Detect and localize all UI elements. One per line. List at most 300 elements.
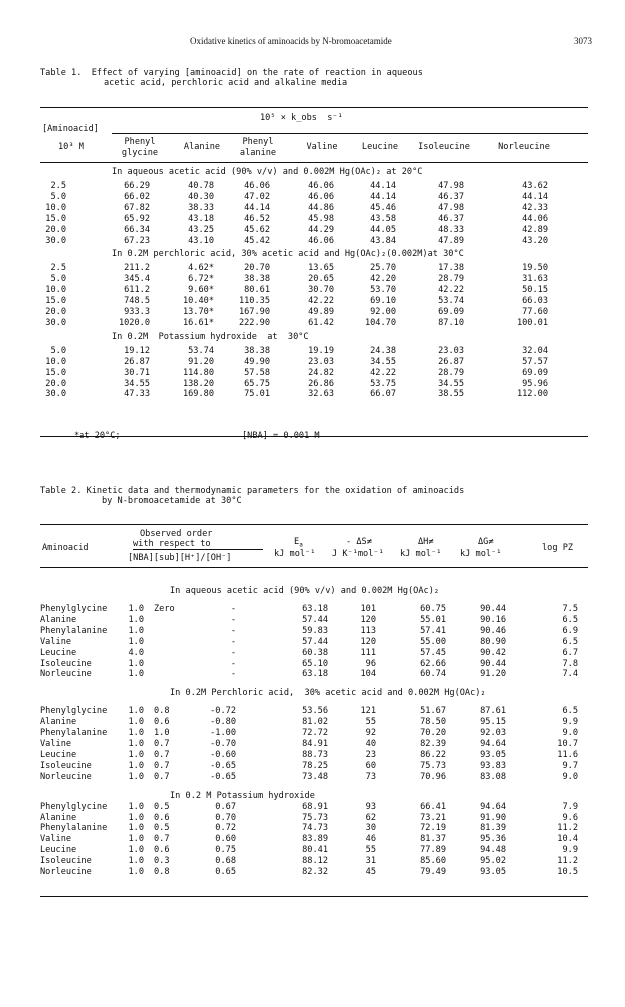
table2-order-subrule	[133, 549, 263, 550]
table1-cell: 38.55	[438, 389, 464, 400]
table2-cell: 9.9	[562, 717, 578, 728]
table1-footnote-right: [NBA] = 0.001 M	[242, 431, 320, 441]
table1-cell: 69.10	[370, 296, 396, 307]
table1-cell: 17.38	[438, 263, 464, 274]
table2-cell: 84.91	[302, 739, 328, 749]
table2-cell: 77.89	[420, 845, 446, 856]
table1-cell: 34.55	[370, 356, 396, 367]
table1-cell: 31.63	[522, 274, 548, 285]
table1-cell: 26.86	[308, 378, 334, 389]
table1-cell: 66.03	[522, 296, 548, 307]
table2-row-aminoacid: Leucine	[40, 845, 77, 856]
table2-row-aminoacid: Alanine	[40, 717, 77, 728]
table2-cell: 46	[365, 834, 376, 845]
table1-cell: 38.38	[244, 274, 270, 285]
table2-cell: 60	[365, 760, 376, 771]
table2-cell: 72.19	[420, 823, 446, 834]
table2-cell: 72.72	[302, 728, 328, 739]
table2-cell: 111	[360, 647, 376, 658]
table1-cell: 44.86	[308, 202, 334, 213]
table2-bottom-rule	[40, 896, 588, 897]
table2-cell: 0.7	[154, 760, 170, 771]
table1-col-header: Isoleucine	[418, 142, 470, 152]
table1-aminoacid-header: [Aminoacid]	[42, 124, 99, 134]
table2-cell: 7.4	[562, 669, 578, 680]
table2-dh-header: ΔH≠	[418, 537, 434, 547]
table1-cell: 75.01	[244, 389, 270, 400]
table2-cell: -	[230, 636, 236, 647]
table2-cell: 92	[365, 728, 376, 739]
table2-row-aminoacid: Phenylglycine	[40, 801, 108, 812]
table2-cell: 60.74	[420, 669, 446, 680]
table1-cell: 44.14	[244, 202, 270, 213]
table2-cell: 88.12	[302, 856, 328, 867]
table2-cell: 0.72	[215, 823, 236, 834]
table1-cell: 45.98	[308, 213, 334, 224]
table2-cell: 6.9	[562, 625, 578, 636]
table2-ea-units: kJ mol⁻¹	[274, 549, 316, 559]
table1-cell: 24.38	[370, 345, 396, 356]
table2-cell: 63.18	[302, 669, 328, 680]
table2-row-aminoacid: Alanine	[40, 812, 77, 823]
table1-cell: 46.37	[438, 191, 464, 202]
table1-cell: 25.70	[370, 263, 396, 274]
table1-cell: 42.22	[438, 285, 464, 296]
table2-cell: 60.38	[302, 647, 328, 658]
table1-cell: 65.92	[124, 213, 150, 224]
table1-cell: 66.07	[370, 389, 396, 400]
table2-cell: 11.2	[557, 856, 578, 867]
table2-cell: 73.48	[302, 771, 328, 782]
table1-cell: 67.23	[124, 235, 150, 246]
table1-col-header: Phenyl alanine	[239, 137, 277, 158]
table2-cell: 6.5	[562, 706, 578, 717]
table2-cell: 1.0	[128, 717, 144, 728]
table1-cell: 222.90	[238, 317, 270, 328]
table2-cell: 55.00	[420, 636, 446, 647]
table2-cell: 1.0	[128, 812, 144, 823]
table2-cell: 9.7	[562, 760, 578, 771]
table1-cell: 42.20	[370, 274, 396, 285]
table1-cell: 46.06	[308, 235, 334, 246]
table1-cell: 38.33	[188, 202, 214, 213]
table1-row-concentration: 30.0	[45, 235, 66, 246]
table2-cell: 1.0	[128, 749, 144, 760]
table1-cell: 211.2	[124, 263, 150, 274]
table1-section-heading: In aqueous acetic acid (90% v/v) and 0.002M Hg(OAc)₂ at 20°C	[112, 167, 423, 177]
table2-cell: -	[230, 625, 236, 636]
table2-cell: 81.37	[420, 834, 446, 845]
table1-row-concentration: 20.0	[45, 224, 66, 235]
table2-row-aminoacid: Isoleucine	[40, 856, 92, 867]
table1-cell: 42.22	[308, 296, 334, 307]
table2-aminoacid-header: Aminoacid	[42, 543, 89, 553]
table1-cell: 1020.0	[118, 317, 150, 328]
table1-row-concentration: 15.0	[45, 213, 66, 224]
table2-cell: 87.61	[480, 706, 506, 717]
table1-cell: 30.71	[124, 367, 150, 378]
table2-cell: 121	[360, 706, 376, 717]
table1-cell: 100.01	[516, 317, 548, 328]
table1-units-header: 10³ M	[58, 142, 84, 152]
table1-cell: 138.20	[182, 378, 214, 389]
table1-row-concentration: 5.0	[50, 345, 66, 356]
table2-cell: 0.67	[215, 801, 236, 812]
table2-dg-units: kJ mol⁻¹	[460, 549, 502, 559]
table2-cell: -0.70	[210, 739, 236, 749]
table1-cell: 91.20	[188, 356, 214, 367]
table2-cell: 6.5	[562, 636, 578, 647]
table2-cell: 1.0	[128, 636, 144, 647]
table2-cell: 83.89	[302, 834, 328, 845]
table2-row-aminoacid: Norleucine	[40, 867, 92, 877]
table1-cell: 47.33	[124, 389, 150, 400]
table1-cell: 4.62*	[188, 263, 214, 274]
table1-cell: 24.82	[308, 367, 334, 378]
table1-cell: 43.58	[370, 213, 396, 224]
table2-cell: 30	[365, 823, 376, 834]
table1-cell: 13.70*	[182, 307, 214, 317]
table1-cell: 26.87	[438, 356, 464, 367]
table2-cell: 90.46	[480, 625, 506, 636]
table2-section-heading: In 0.2 M Potassium hydroxide	[170, 790, 315, 801]
table1-cell: 45.46	[370, 202, 396, 213]
table1-cell: 169.80	[182, 389, 214, 400]
table1-cell: 112.00	[516, 389, 548, 400]
table2-cell: 88.73	[302, 749, 328, 760]
table1-cell: 40.78	[188, 181, 214, 191]
table2-cell: 59.83	[302, 625, 328, 636]
table1-col-header: Valine	[306, 142, 338, 152]
table1-col-header: Norleucine	[498, 142, 550, 152]
table1-cell: 69.09	[522, 367, 548, 378]
table1-header-rule	[40, 162, 588, 163]
table1-cell: 65.75	[244, 378, 270, 389]
table2-cell: 1.0	[128, 706, 144, 717]
table2-cell: 95.02	[480, 856, 506, 867]
table1-cell: 47.89	[438, 235, 464, 246]
table2-cell: 55	[365, 845, 376, 856]
table1-cell: 47.98	[438, 181, 464, 191]
table1-cell: 66.29	[124, 181, 150, 191]
table1-cell: 43.84	[370, 235, 396, 246]
table2-cell: 10.7	[557, 739, 578, 749]
table1-cell: 345.4	[124, 274, 150, 285]
table2-cell: 1.0	[128, 739, 144, 749]
table2-cell: 79.49	[420, 867, 446, 877]
table2-caption-line1: Table 2. Kinetic data and thermodynamic parameters for the oxidation of aminoacids	[40, 486, 465, 496]
table2-cell: 82.32	[302, 867, 328, 877]
table1-cell: 42.89	[522, 224, 548, 235]
table2-cell: 10.4	[557, 834, 578, 845]
table1-row-concentration: 30.0	[45, 389, 66, 400]
table2-cell: 81.39	[480, 823, 506, 834]
table1-cell: 43.10	[188, 235, 214, 246]
table2-cell: 57.44	[302, 636, 328, 647]
table2-cell: 0.6	[154, 845, 170, 856]
table2-cell: -0.65	[210, 760, 236, 771]
table2-cell: 85.60	[420, 856, 446, 867]
table2-row-aminoacid: Isoleucine	[40, 760, 92, 771]
page-number: 3073	[574, 36, 592, 46]
table2-row-aminoacid: Valine	[40, 834, 72, 845]
table2-header-rule	[40, 567, 588, 568]
running-head-title: Oxidative kinetics of aminoacids by N-bromoacetamide	[190, 36, 392, 46]
table2-cell: 90.44	[480, 604, 506, 614]
table1-cell: 23.03	[308, 356, 334, 367]
table1-row-concentration: 10.0	[45, 356, 66, 367]
table1-row-concentration: 20.0	[45, 378, 66, 389]
table1-cell: 26.87	[124, 356, 150, 367]
table2-cell: 83.08	[480, 771, 506, 782]
table2-cell: 90.16	[480, 614, 506, 625]
table1-cell: 9.60*	[188, 285, 214, 296]
table1-cell: 45.42	[244, 235, 270, 246]
table2-cell: 0.65	[215, 867, 236, 877]
table1-cell: 38.38	[244, 345, 270, 356]
table1-caption-line1: Table 1. Effect of varying [aminoacid] on the rate of reaction in aqueous	[40, 68, 423, 78]
table2-cell: 1.0	[154, 728, 170, 739]
table1-cell: 114.80	[182, 367, 214, 378]
table1-row-concentration: 5.0	[50, 274, 66, 285]
table1-cell: 110.35	[238, 296, 270, 307]
table1-section-heading: In 0.2M perchloric acid, 30% acetic acid and Hg(OAc)₂(0.002M)at 30°C	[112, 249, 464, 260]
table2-cell: 0.70	[215, 812, 236, 823]
table2-cell: -	[230, 604, 236, 614]
table2-caption-line2: by N-bromoacetamide at 30°C	[102, 496, 242, 506]
table1-cell: 57.58	[244, 367, 270, 378]
table2-cell: 113	[360, 625, 376, 636]
table2-cell: 1.0	[128, 728, 144, 739]
table2-cell: 31	[365, 856, 376, 867]
table2-cell: 1.0	[128, 614, 144, 625]
table2-dh-units: kJ mol⁻¹	[400, 549, 442, 559]
table2-cell: 93	[365, 801, 376, 812]
table2-cell: 0.6	[154, 812, 170, 823]
table2-cell: 62	[365, 812, 376, 823]
table2-row-aminoacid: Phenylalanine	[40, 823, 108, 834]
table2-cell: 1.0	[128, 856, 144, 867]
table1-cell: 32.04	[522, 345, 548, 356]
table1-cell: 53.70	[370, 285, 396, 296]
table2-cell: -0.80	[210, 717, 236, 728]
table1-cell: 32.63	[308, 389, 334, 400]
table2-cell: 63.18	[302, 604, 328, 614]
table2-cell: 1.0	[128, 801, 144, 812]
table1-col-header: Alanine	[183, 142, 221, 152]
table2-cell: 93.05	[480, 749, 506, 760]
table2-cell: 0.5	[154, 801, 170, 812]
table1-cell: 57.57	[522, 356, 548, 367]
table2-ds-units: J K⁻¹mol⁻¹	[332, 549, 384, 559]
table2-section-heading: In aqueous acetic acid (90% v/v) and 0.002M Hg(OAc)₂	[170, 586, 440, 596]
table1-cell: 46.06	[244, 181, 270, 191]
table1-row-concentration: 30.0	[45, 317, 66, 328]
table2-cell: 80.90	[480, 636, 506, 647]
table2-cell: 1.0	[128, 658, 144, 669]
table2-order-header: Observed order	[140, 529, 213, 539]
table2-cell: 0.7	[154, 834, 170, 845]
table1-row-concentration: 2.5	[50, 263, 66, 274]
table2-cell: 90.44	[480, 658, 506, 669]
table1-cell: 20.65	[308, 274, 334, 285]
table1-cell: 66.02	[124, 191, 150, 202]
table1-cell: 167.90	[238, 307, 270, 317]
table2-cell: 10.5	[557, 867, 578, 877]
table2-cell: 7.5	[562, 604, 578, 614]
table1-header-subrule	[112, 133, 588, 134]
table1-cell: 748.5	[124, 296, 150, 307]
table1-cell: 44.14	[370, 191, 396, 202]
table1-cell: 6.72*	[188, 274, 214, 285]
table2-row-aminoacid: Norleucine	[40, 669, 92, 680]
table1-col-header: Leucine	[361, 142, 399, 152]
table2-cell: 55	[365, 717, 376, 728]
table1-cell: 44.06	[522, 213, 548, 224]
table2-cell: 9.6	[562, 812, 578, 823]
table1-cell: 53.75	[370, 378, 396, 389]
table2-row-aminoacid: Valine	[40, 636, 72, 647]
table1-row-concentration: 15.0	[45, 367, 66, 378]
table2-cell: 101	[360, 604, 376, 614]
table2-cell: 91.20	[480, 669, 506, 680]
table2-cell: 75.73	[302, 812, 328, 823]
table2-row-aminoacid: Norleucine	[40, 771, 92, 782]
table1-cell: 43.18	[188, 213, 214, 224]
table2-row-aminoacid: Isoleucine	[40, 658, 92, 669]
table1-row-concentration: 20.0	[45, 307, 66, 317]
table2-cell: 9.0	[562, 728, 578, 739]
table1-cell: 45.62	[244, 224, 270, 235]
table2-cell: Zero	[154, 604, 175, 614]
table2-cell: 0.75	[215, 845, 236, 856]
table2-section-heading: In 0.2M Perchloric acid, 30% acetic acid and 0.002M Hg(OAc)₂	[170, 688, 486, 699]
table2-row-aminoacid: Phenylglycine	[40, 706, 108, 717]
table2-cell: 92.03	[480, 728, 506, 739]
table2-row-aminoacid: Phenylalanine	[40, 625, 108, 636]
table2-cell: 1.0	[128, 834, 144, 845]
table1-cell: 53.74	[188, 345, 214, 356]
table1-cell: 44.05	[370, 224, 396, 235]
table2-cell: 1.0	[128, 625, 144, 636]
table1-cell: 48.33	[438, 224, 464, 235]
table1-cell: 34.55	[438, 378, 464, 389]
table1-cell: 77.60	[522, 307, 548, 317]
table1-row-concentration: 10.0	[45, 202, 66, 213]
table1-cell: 50.15	[522, 285, 548, 296]
table1-cell: 46.06	[308, 191, 334, 202]
table2-cell: 9.0	[562, 771, 578, 782]
table2-cell: 1.0	[128, 845, 144, 856]
table2-cell: 57.41	[420, 625, 446, 636]
table2-cell: 7.8	[562, 658, 578, 669]
table2-cell: -	[230, 669, 236, 680]
table1-col-header: Phenyl glycine	[121, 137, 159, 158]
table2-cell: 0.8	[154, 706, 170, 717]
table2-cell: 4.0	[128, 647, 144, 658]
table1-cell: 19.50	[522, 263, 548, 274]
table2-cell: 104	[360, 669, 376, 680]
table2-cell: 0.6	[154, 717, 170, 728]
table2-cell: 74.73	[302, 823, 328, 834]
table1-cell: 28.79	[438, 274, 464, 285]
table2-cell: 0.68	[215, 856, 236, 867]
table2-cell: 1.0	[128, 823, 144, 834]
table2-cell: 96	[365, 658, 376, 669]
table1-cell: 46.52	[244, 213, 270, 224]
table2-row-aminoacid: Leucine	[40, 749, 77, 760]
table2-cell: 86.22	[420, 749, 446, 760]
table1-row-concentration: 10.0	[45, 285, 66, 296]
table2-order-header3: [NBA][sub][H⁺]/[OH⁻]	[128, 553, 232, 563]
table2-cell: 6.7	[562, 647, 578, 658]
table1-row-concentration: 5.0	[50, 191, 66, 202]
table1-cell: 69.09	[438, 307, 464, 317]
table1-kobs-header: 10⁵ × k_obs s⁻¹	[260, 113, 343, 123]
table1-cell: 49.90	[244, 356, 270, 367]
table1-cell: 44.14	[370, 181, 396, 191]
table1-row-concentration: 15.0	[45, 296, 66, 307]
table2-cell: 23	[365, 749, 376, 760]
table2-cell: 81.02	[302, 717, 328, 728]
table2-cell: -0.65	[210, 771, 236, 782]
table1-cell: 13.65	[308, 263, 334, 274]
table2-row-aminoacid: Alanine	[40, 614, 77, 625]
table2-cell: 6.5	[562, 614, 578, 625]
table2-cell: 1.0	[128, 604, 144, 614]
table1-section-heading: In 0.2M Potassium hydroxide at 30°C	[112, 331, 309, 342]
table1-cell: 49.89	[308, 307, 334, 317]
table2-cell: 45	[365, 867, 376, 877]
table1-cell: 67.82	[124, 202, 150, 213]
table1-cell: 28.79	[438, 367, 464, 378]
table2-cell: -	[230, 658, 236, 669]
table2-cell: 0.7	[154, 749, 170, 760]
table1-cell: 611.2	[124, 285, 150, 296]
table2-row-aminoacid: Valine	[40, 739, 72, 749]
table2-cell: 70.20	[420, 728, 446, 739]
table2-cell: 73.21	[420, 812, 446, 823]
table2-dg-header: ΔG≠	[478, 537, 494, 547]
table2-cell: 73	[365, 771, 376, 782]
table2-cell: 0.8	[154, 867, 170, 877]
table2-cell: 11.6	[557, 749, 578, 760]
table2-cell: 0.7	[154, 739, 170, 749]
table2-cell: 57.45	[420, 647, 446, 658]
table2-cell: 57.44	[302, 614, 328, 625]
table1-cell: 92.00	[370, 307, 396, 317]
table2-cell: 78.50	[420, 717, 446, 728]
table2-cell: 95.15	[480, 717, 506, 728]
table2-cell: 7.9	[562, 801, 578, 812]
table2-cell: 75.73	[420, 760, 446, 771]
table2-cell: 65.10	[302, 658, 328, 669]
table2-cell: 66.41	[420, 801, 446, 812]
table1-cell: 104.70	[364, 317, 396, 328]
table2-cell: 0.3	[154, 856, 170, 867]
table1-cell: 933.3	[124, 307, 150, 317]
table2-cell: 68.91	[302, 801, 328, 812]
table1-cell: 46.06	[308, 181, 334, 191]
table2-cell: 90.42	[480, 647, 506, 658]
table1-cell: 43.62	[522, 181, 548, 191]
table2-cell: 11.2	[557, 823, 578, 834]
table1-cell: 61.42	[308, 317, 334, 328]
table2-logpz-header: log PZ	[542, 543, 574, 553]
table2-cell: 82.39	[420, 739, 446, 749]
table1-cell: 23.03	[438, 345, 464, 356]
table2-cell: 1.0	[128, 867, 144, 877]
